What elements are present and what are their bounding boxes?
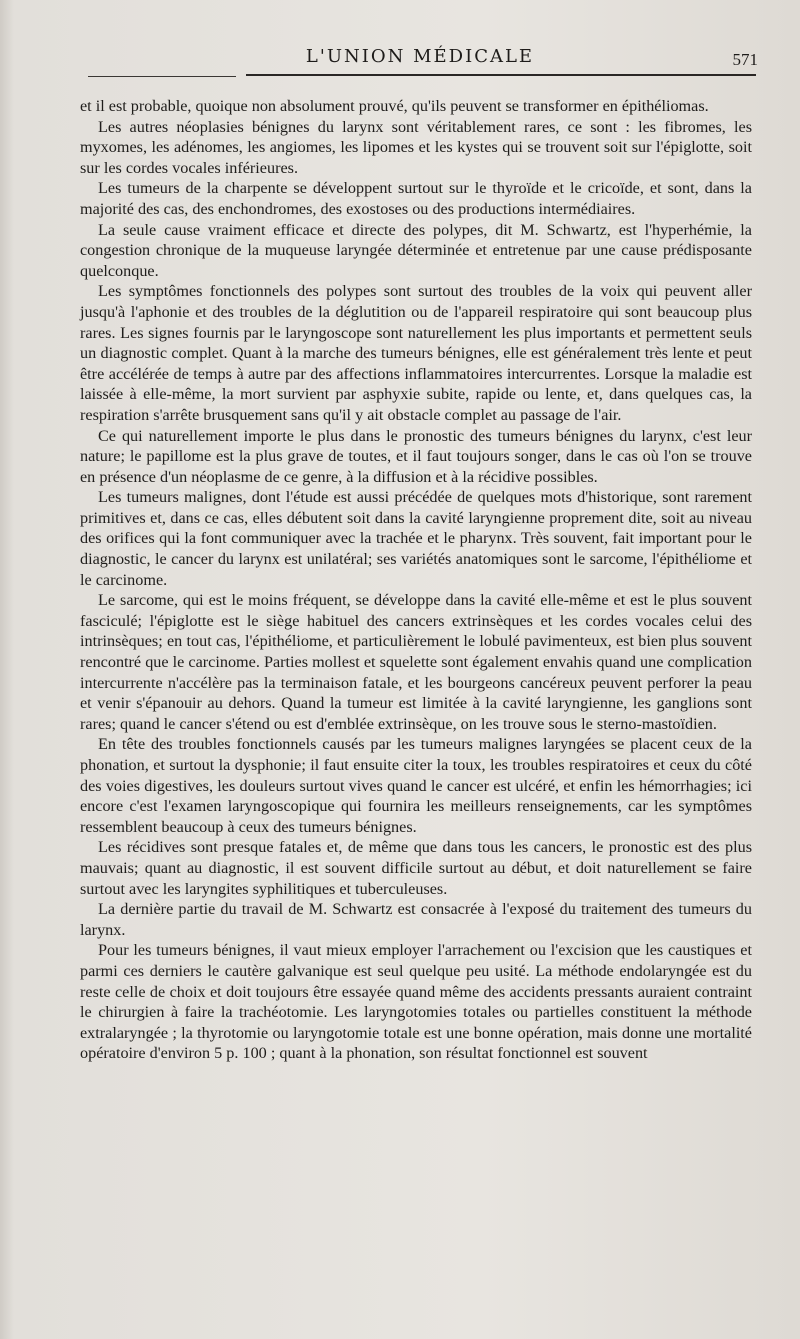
header-rule-right <box>246 74 756 76</box>
header-rule-left <box>88 76 236 77</box>
paragraph: Les tumeurs malignes, dont l'étude est aussi précédée de quelques mots d'historique, sont rarement primitives et, dans ce cas, elles débutent soit dans la cavité laryngienne proprement dite, soit au niveau des orifices qui la font communiquer avec la trachée et le pharynx. Très souvent, fait important pour le diagnostic, le cancer du larynx est unilatéral; ses variétés anatomiques sont le sarcome, l'épithéliome et le carcinome. <box>80 488 752 589</box>
paragraph: Les tumeurs de la charpente se développent surtout sur le thyroïde et le cricoïde, et sont, dans la majorité des cas, des enchondromes, des exostoses ou des productions intermédiaires. <box>80 179 752 218</box>
page-header <box>0 46 800 86</box>
page-number: 571 <box>732 50 758 69</box>
paragraph: Pour les tumeurs bénignes, il vaut mieux employer l'arrachement ou l'excision que les caustiques et parmi ces derniers le cautère galvanique est seul quelque peu usité. La méthode endolaryngée est du reste celle de choix et doit toujours être essayée quand même des accidents pressants auraient contraint le chirurgien à faire la trachéotomie. Les laryngotomies totales ou partielles constituent la méthode extralaryngée ; la thyrotomie ou laryngotomie totale est une bonne opération, mais donne une mortalité opératoire d'environ 5 p. 100 ; quant à la phonation, son résultat fonctionnel est souvent <box>80 941 752 1063</box>
paragraph: et il est probable, quoique non absolument prouvé, qu'ils peuvent se transformer en épithéliomas. <box>80 97 709 115</box>
paragraph: Le sarcome, qui est le moins fréquent, se développe dans la cavité elle-même et est le plus souvent fasciculé; l'épiglotte est le siège habituel des cancers extrinsèques et les cordes vocales celui des intrinsèques; en tout cas, l'épithéliome, et particulièrement le lobulé pavimenteux, est bien plus souvent rencontré que le carcinome. Parties mollest et squelette sont également envahis quand une complication intercurrente n'accélère pas la terminaison fatale, et les bourgeons cancéreux peuvent perforer la peau et venir s'épanouir au dehors. Quand la tumeur est limitée à la cavité laryngienne, les ganglions sont rares; quand le cancer s'étend ou est d'emblée extrinsèque, on les trouve sous le sterno-mastoïdien. <box>80 591 752 733</box>
paragraph: La seule cause vraiment efficace et directe des polypes, dit M. Schwartz, est l'hyperhémie, la congestion chronique de la muqueuse laryngée déterminée et entretenue par une cause prédisposante quelconque. <box>80 220 752 280</box>
paragraph: En tête des troubles fonctionnels causés par les tumeurs malignes laryngées se placent ceux de la phonation, et surtout la dysphonie; il faut ensuite citer la toux, les troubles respiratoires et ceux du côté des voies digestives, les douleurs surtout vives quand le cancer est ulcéré, et enfin les hémorrhagies; ici encore c'est l'examen laryngoscopique qui fournira les meilleurs renseignements, car les symptômes ressemblent beaucoup à ceux des tumeurs bénignes. <box>80 735 752 836</box>
paragraph: Les autres néoplasies bénignes du larynx sont véritablement rares, ce sont : les fibromes, les myxomes, les adénomes, les angiomes, les lipomes et les kystes qui se trouvent soit sur l'épiglotte, soit sur les cordes vocales inférieures. <box>80 117 752 177</box>
running-title: L'UNION MÉDICALE <box>305 46 535 67</box>
paragraph: Les symptômes fonctionnels des polypes sont surtout des troubles de la voix qui peuvent aller jusqu'à l'aphonie et des troubles de la déglutition ou de l'appareil respiratoire qui sont beaucoup plus rares. Les signes fournis par le laryngoscope sont naturellement les plus importants et permettent seuls un diagnostic complet. Quant à la marche des tumeurs bénignes, elle est généralement très lente et peut être accélérée de temps à autre par des affections inflammatoires intercurrentes. Lorsque la maladie est laissée à elle-même, la mort survient par asphyxie subite, rapide ou lente, et, dans quelques cas, la respiration s'arrête brusquement sans qu'il y ait obstacle complet au passage de l'air. <box>80 282 752 424</box>
paragraph: Les récidives sont presque fatales et, de même que dans tous les cancers, le pronostic est des plus mauvais; quant au diagnostic, il est souvent difficile surtout au début, et doit naturellement se faire surtout avec les laryngites syphilitiques et tuberculeuses. <box>80 838 752 898</box>
paragraph: Ce qui naturellement importe le plus dans le pronostic des tumeurs bénignes du larynx, c'est leur nature; le papillome est la plus grave de toutes, et il faut toujours songer, dans le cas où l'on se trouve en présence d'un néoplasme de ce genre, à la diffusion et à la récidive possibles. <box>80 426 752 486</box>
body-text <box>80 96 752 1064</box>
paragraph: La dernière partie du travail de M. Schwartz est consacrée à l'exposé du traitement des tumeurs du larynx. <box>80 900 752 939</box>
